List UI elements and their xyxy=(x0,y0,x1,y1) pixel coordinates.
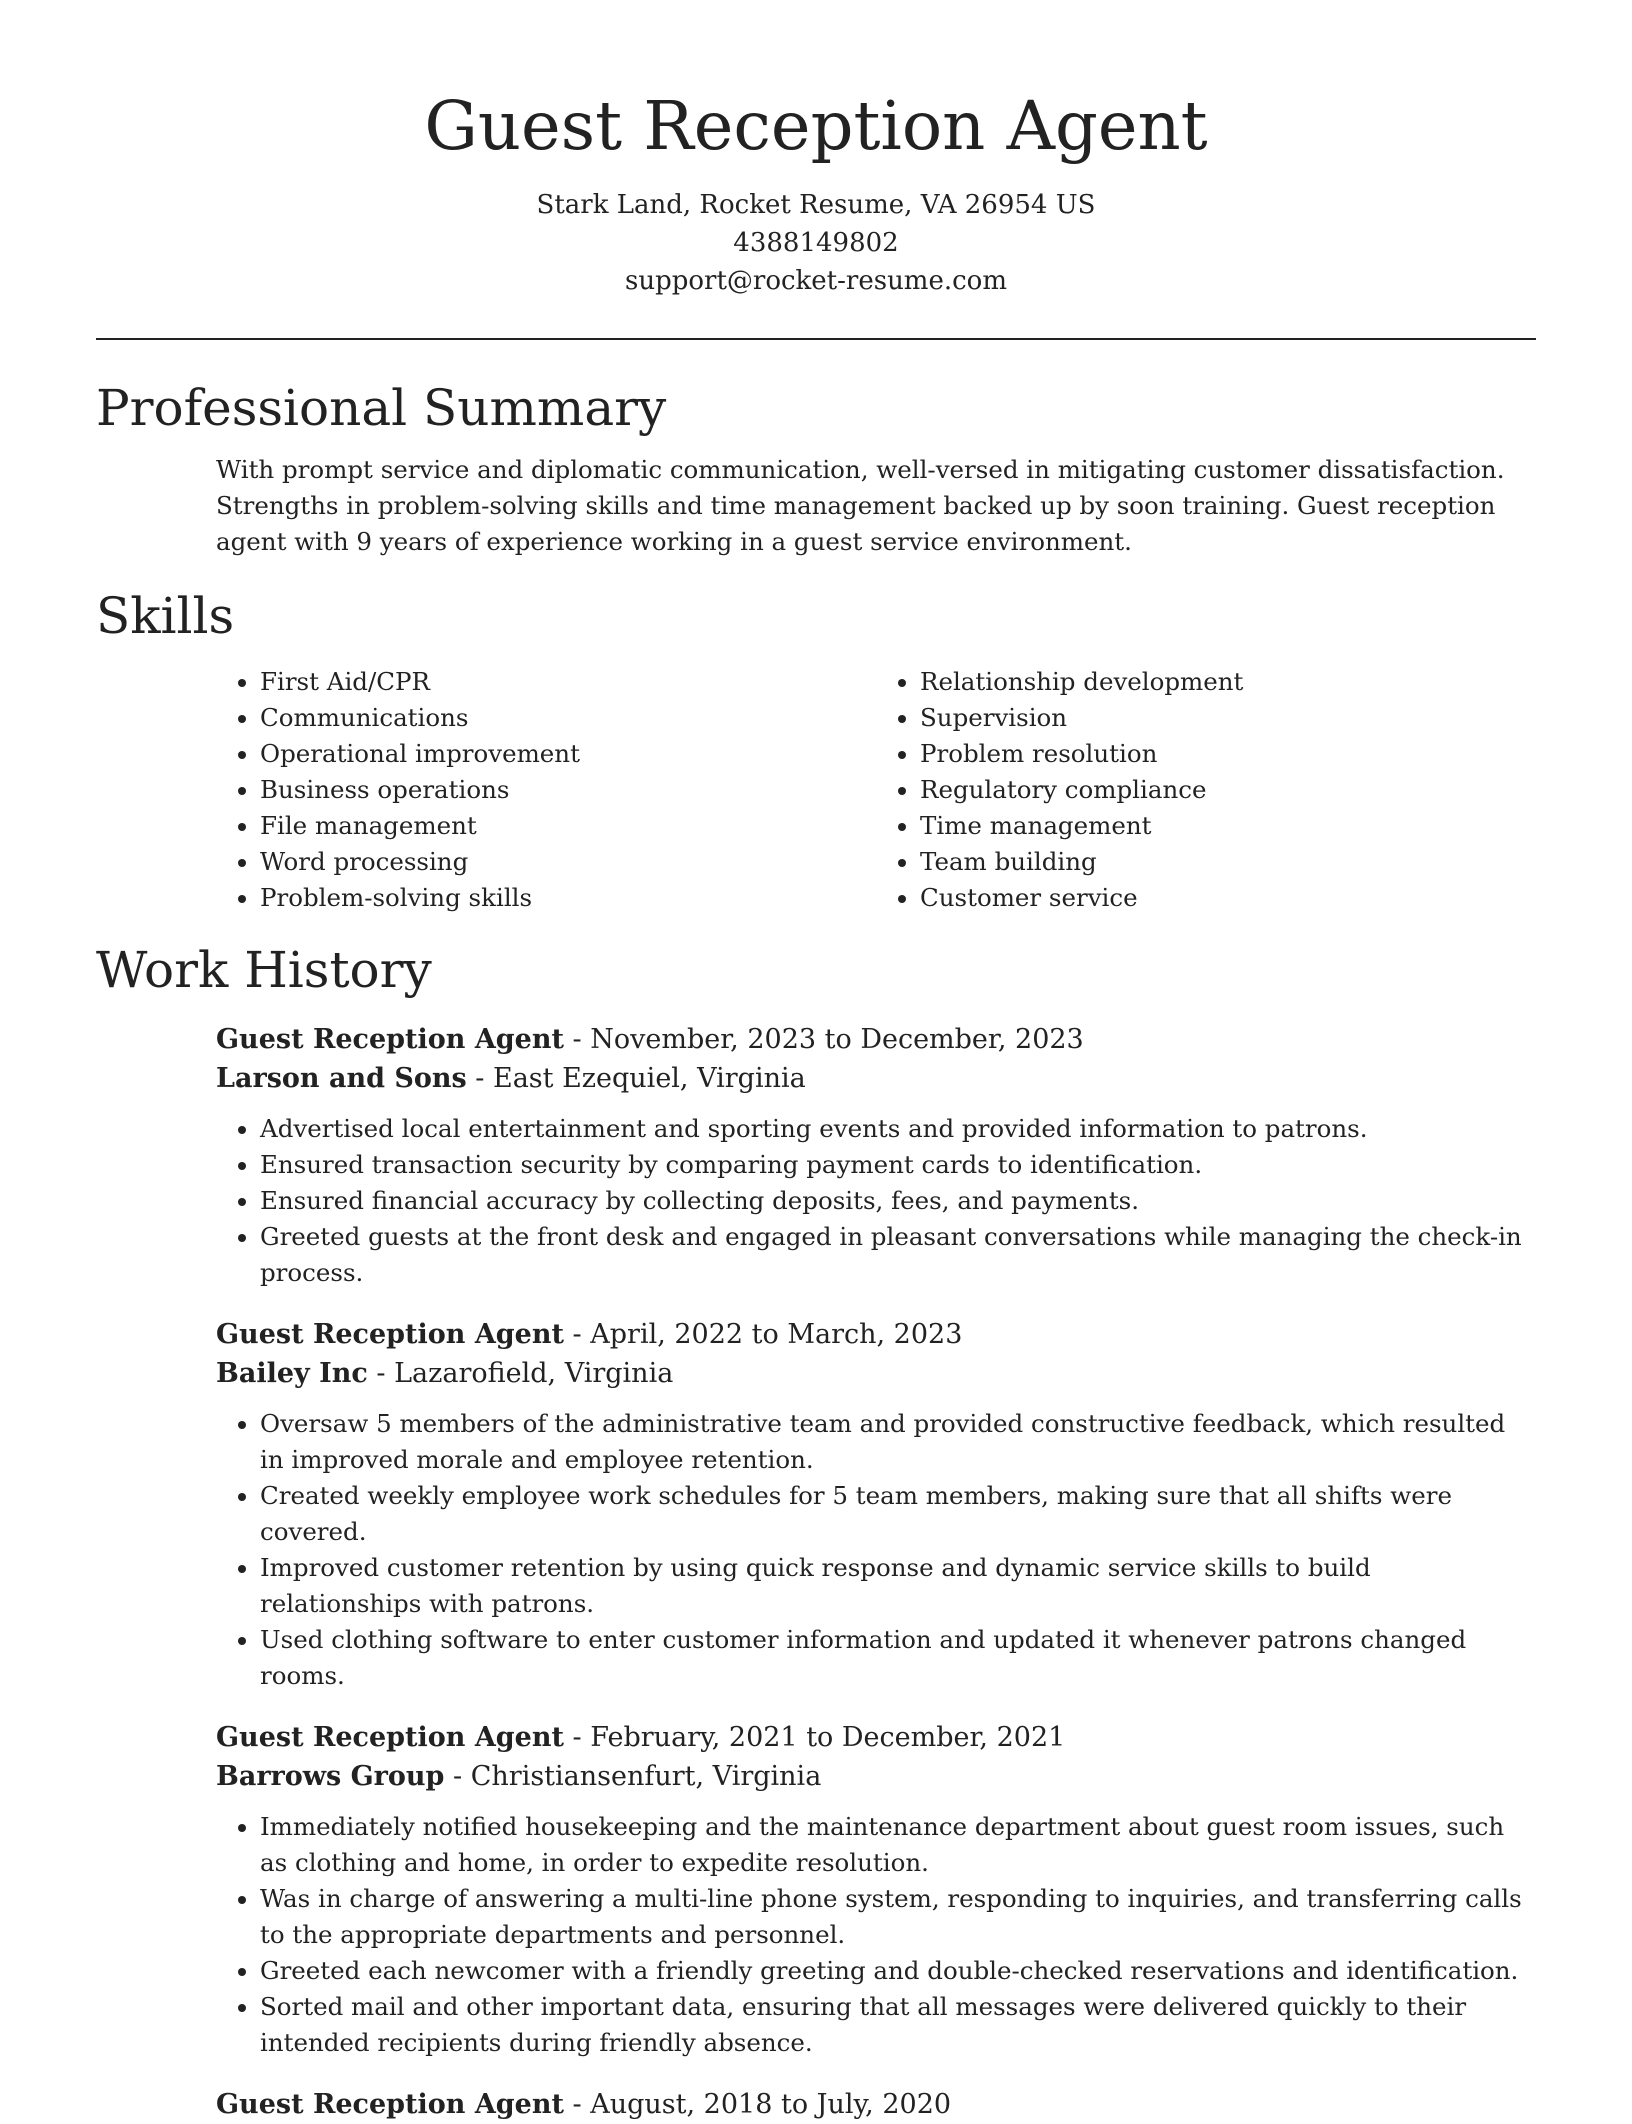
skill-item: • Team building xyxy=(920,844,1536,880)
job-dates: February, 2021 to December, 2021 xyxy=(590,1722,1066,1753)
skill-item: • Word processing xyxy=(260,844,876,880)
resume-header xyxy=(96,0,1536,300)
skill-item: • Communications xyxy=(260,700,876,736)
job-bullets xyxy=(216,1111,1530,1291)
section-title-skills: Skills xyxy=(96,587,235,645)
summary-text: With prompt service and diplomatic communication, well-versed in mitigating customer dissatisfaction. Strengths in problem-solving skills and time management backed up by soon training. Guest reception agent with 9 years of experience working in a guest service environment. xyxy=(216,455,1505,556)
section-title-work-history: Work History xyxy=(96,941,432,999)
skills-column-left xyxy=(216,664,876,916)
job-dates: November, 2023 to December, 2023 xyxy=(590,1024,1084,1055)
job-title-line: Guest Reception Agent - November, 2023 to December, 2023 xyxy=(216,1024,1084,1055)
skills-list xyxy=(216,664,1536,916)
job-entry xyxy=(216,1718,1536,2061)
job-dates: April, 2022 to March, 2023 xyxy=(590,1319,963,1350)
section-title-summary: Professional Summary xyxy=(96,379,667,437)
skill-item: • Business operations xyxy=(260,772,876,808)
job-location: East Ezequiel, Virginia xyxy=(493,1063,806,1094)
job-role: Guest Reception Agent xyxy=(216,1024,564,1055)
job-title-line: Guest Reception Agent - February, 2021 to December, 2021 xyxy=(216,1722,1066,1753)
skill-item: • Supervision xyxy=(920,700,1536,736)
job-bullet: • Used clothing software to enter customer information and updated it whenever patrons changed rooms. xyxy=(260,1622,1530,1694)
job-company: Larson and Sons xyxy=(216,1063,467,1094)
contact-email: support@rocket-resume.com xyxy=(624,266,1007,296)
job-dates: August, 2018 to July, 2020 xyxy=(590,2089,952,2120)
job-role: Guest Reception Agent xyxy=(216,2089,564,2120)
job-bullet: • Advertised local entertainment and sporting events and provided information to patrons. xyxy=(260,1111,1530,1147)
job-location: Christiansenfurt, Virginia xyxy=(470,1761,822,1792)
job-bullet: • Greeted each newcomer with a friendly greeting and double-checked reservations and identification. xyxy=(260,1953,1530,1989)
skill-item: • Time management xyxy=(920,808,1536,844)
job-entry xyxy=(216,1020,1536,1291)
job-location: Lazarofield, Virginia xyxy=(394,1358,674,1389)
job-bullet: • Oversaw 5 members of the administrative team and provided constructive feedback, which resulted in improved morale and employee retention. xyxy=(260,1406,1530,1478)
skill-item: • Problem-solving skills xyxy=(260,880,876,916)
skill-item: • Regulatory compliance xyxy=(920,772,1536,808)
candidate-name: Guest Reception Agent xyxy=(424,87,1208,165)
job-company: Barrows Group xyxy=(216,1761,445,1792)
job-company-line: Larson and Sons - East Ezequiel, Virginia xyxy=(216,1063,806,1094)
job-company-line: Barrows Group - Christiansenfurt, Virginia xyxy=(216,1761,822,1792)
job-entry xyxy=(216,2085,1536,2124)
job-title-line: Guest Reception Agent - August, 2018 to July, 2020 xyxy=(216,2089,952,2120)
job-role: Guest Reception Agent xyxy=(216,1722,564,1753)
job-company-line: Bailey Inc - Lazarofield, Virginia xyxy=(216,1358,674,1389)
contact-phone: 4388149802 xyxy=(733,228,899,258)
skill-item: • File management xyxy=(260,808,876,844)
skills-column-right xyxy=(876,664,1536,916)
skill-item: • First Aid/CPR xyxy=(260,664,876,700)
job-bullet: • Sorted mail and other important data, ensuring that all messages were delivered quickly to their intended recipients during friendly absence. xyxy=(260,1989,1530,2061)
skill-item: • Operational improvement xyxy=(260,736,876,772)
contact-address: Stark Land, Rocket Resume, VA 26954 US xyxy=(536,190,1096,220)
job-bullet: • Ensured financial accuracy by collecting deposits, fees, and payments. xyxy=(260,1183,1530,1219)
job-bullet: • Immediately notified housekeeping and the maintenance department about guest room issues, such as clothing and home, in order to expedite resolution. xyxy=(260,1809,1530,1881)
job-bullets xyxy=(216,1406,1530,1694)
job-bullet: • Greeted guests at the front desk and engaged in pleasant conversations while managing the check-in process. xyxy=(260,1219,1530,1291)
job-bullet: • Ensured transaction security by comparing payment cards to identification. xyxy=(260,1147,1530,1183)
job-bullet: • Improved customer retention by using quick response and dynamic service skills to build relationships with patrons. xyxy=(260,1550,1530,1622)
job-bullet: • Created weekly employee work schedules for 5 team members, making sure that all shifts were covered. xyxy=(260,1478,1530,1550)
job-entry xyxy=(216,1315,1536,1694)
job-bullet: • Was in charge of answering a multi-line phone system, responding to inquiries, and transferring calls to the appropriate departments and personnel. xyxy=(260,1881,1530,1953)
skill-item: • Problem resolution xyxy=(920,736,1536,772)
skill-item: • Relationship development xyxy=(920,664,1536,700)
header-divider xyxy=(96,338,1536,340)
job-company: Bailey Inc xyxy=(216,1358,368,1389)
job-title-line: Guest Reception Agent - April, 2022 to March, 2023 xyxy=(216,1319,963,1350)
job-role: Guest Reception Agent xyxy=(216,1319,564,1350)
resume-page xyxy=(96,0,1536,2124)
skill-item: • Customer service xyxy=(920,880,1536,916)
job-bullets xyxy=(216,1809,1530,2061)
